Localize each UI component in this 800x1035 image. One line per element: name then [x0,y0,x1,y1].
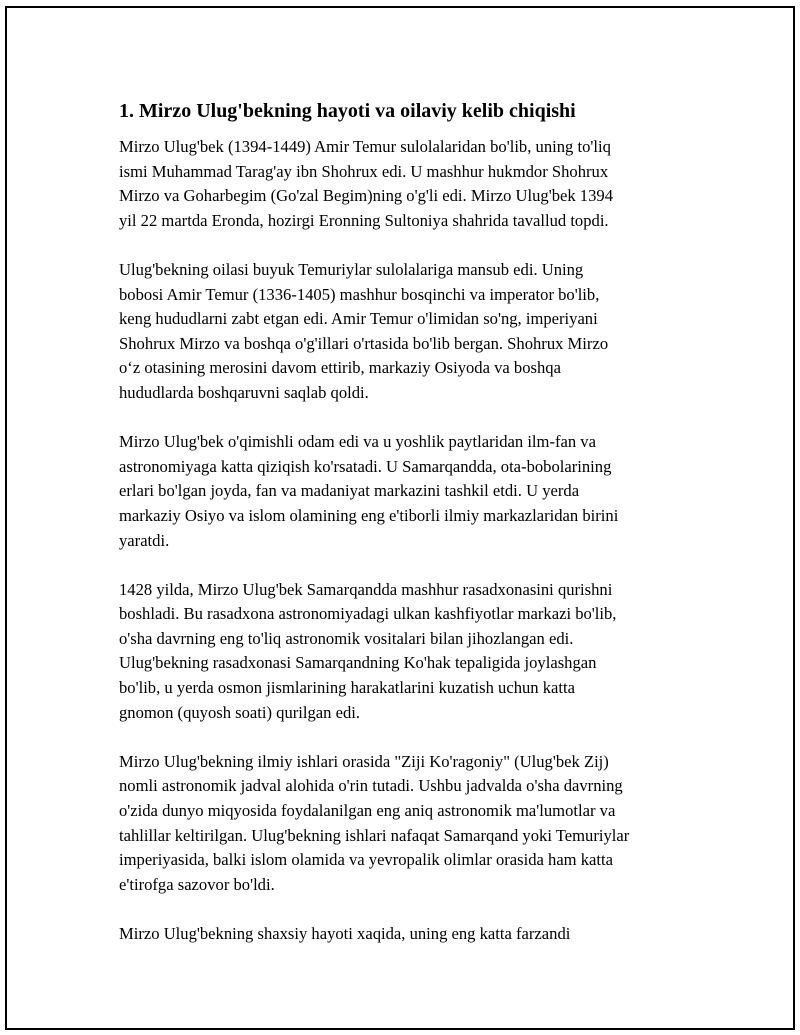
text-line: Ulug'bekning rasadxonasi Samarqandning Ko'hak tepaligida joylashgan [119,653,597,673]
text-line: o'zida dunyo miqyosida foydalanilgan eng aniq astronomik ma'lumotlar va [119,801,616,821]
document-body [119,96,699,971]
text-line: Ulug'bekning oilasi buyuk Temuriylar sulolalariga mansub edi. Uning [119,259,584,279]
text-line: gnomon (quyosh soati) qurilgan edi. [119,702,361,722]
text-line: Mirzo Ulug'bek o'qimishli odam edi va u yoshlik paytlaridan ilm-fan va [119,432,596,452]
paragraph [119,750,699,898]
text-line: Mirzo Ulug'bekning shaxsiy hayoti xaqida, uning eng katta farzandi [119,924,571,943]
paragraph [119,135,699,233]
text-line: bobosi Amir Temur (1336-1405) mashhur bosqinchi va imperator bo'lib, [119,284,600,304]
text-line: e'tirofga sazovor bo'ldi. [119,874,275,894]
text-line: boshladi. Bu rasadxona astronomiyadagi ulkan kashfiyotlar markazi bo'lib, [119,604,617,624]
text-line: Mirzo Ulug'bek (1394-1449) Amir Temur sulolalaridan bo'lib, uning to'liq [119,137,611,156]
text-line: erlari bo'lgan joyda, fan va madaniyat markazini tashkil etdi. U yerda [119,481,580,501]
text-line: Mirzo va Goharbegim (Go'zal Begim)ning o'g'li edi. Mirzo Ulug'bek 1394 [119,186,613,206]
text-line: Mirzo Ulug'bekning ilmiy ishlari orasida "Ziji Ko'ragoniy" (Ulug'bek Zij) [119,751,609,771]
text-line: astronomiyaga katta qiziqish ko'rsatadi. U Samarqandda, ota-bobolarining [119,456,612,476]
text-line: imperiyasida, balki islom olamida va yevropalik olimlar orasida ham katta [119,850,613,870]
text-line: Shohrux Mirzo va boshqa o'g'illari o'rtasida bo'lib bergan. Shohrux Mirzo [119,333,609,353]
page-frame [5,6,795,1030]
paragraph [119,430,699,553]
text-line: tahlillar keltirilgan. Ulug'bekning ishlari nafaqat Samarqand yoki Temuriylar [119,825,630,845]
paragraph-list [119,135,699,947]
text-line: keng hududlarni zabt etgan edi. Amir Temur o'limidan so'ng, imperiyani [119,309,598,329]
text-line: yaratdi. [119,530,170,550]
paragraph [119,922,699,947]
text-line: nomli astronomik jadval alohida o'rin tutadi. Ushbu jadvalda o'sha davrning [119,776,623,796]
text-line: markaziy Osiyo va islom olamining eng e'tiborli ilmiy markazlaridan birini [119,505,619,525]
text-line: yil 22 martda Eronda, hozirgi Eronning Sultoniya shahrida tavallud topdi. [119,210,609,230]
text-line: ismi Muhammad Tarag'ay ibn Shohrux edi. U mashhur hukmdor Shohrux [119,161,609,181]
text-line: hududlarda boshqaruvni saqlab qoldi. [119,382,369,402]
text-line: o'sha davrning eng to'liq astronomik vositalari bilan jihozlangan edi. [119,628,574,648]
section-heading: 1. Mirzo Ulug'bekning hayoti va oilaviy kelib chiqishi [119,100,576,122]
paragraph [119,258,699,406]
text-line: bo'lib, u yerda osmon jismlarining harakatlarini kuzatish uchun katta [119,678,575,698]
text-line: o‘z otasining merosini davom ettirib, markaziy Osiyoda va boshqa [119,358,561,378]
paragraph [119,578,699,726]
text-line: 1428 yilda, Mirzo Ulug'bek Samarqandda mashhur rasadxonasini qurishni [119,579,613,599]
